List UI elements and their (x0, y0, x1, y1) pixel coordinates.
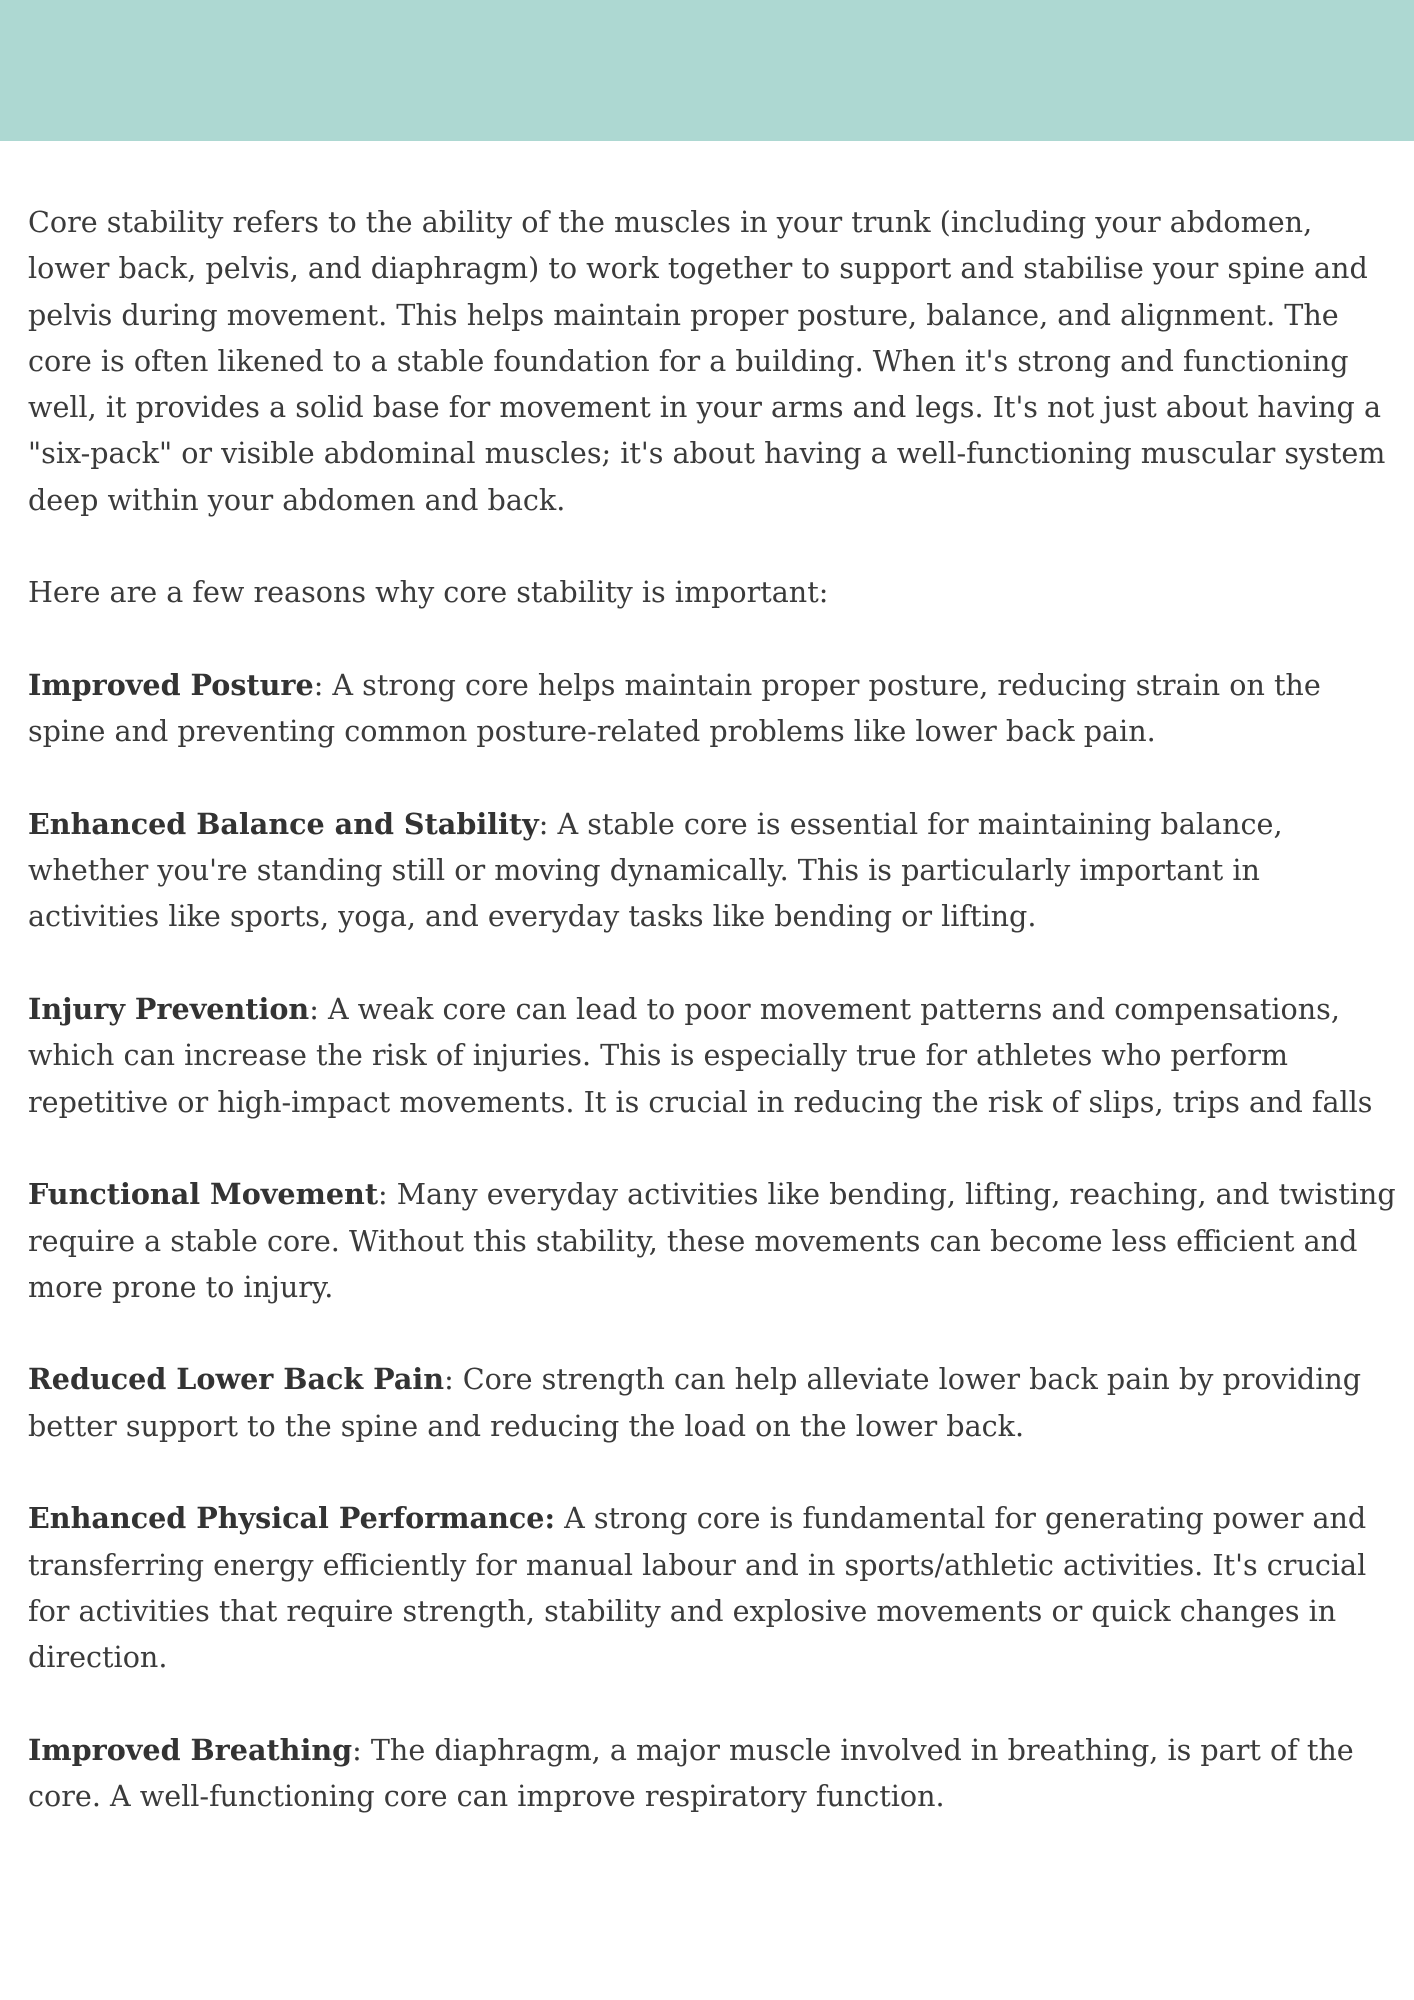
reason-separator: : (313, 667, 324, 702)
reason-title: Improved Breathing (28, 1732, 353, 1767)
reason-text: Many everyday activities like bending, lifting, reaching, and twisting require a stable core. Without this stability, these movements can become less efficient and more prone to injury. (28, 1177, 1396, 1304)
reason-paragraph (28, 1356, 1398, 1449)
reason-text: A stable core is essential for maintaining balance, whether you're standing still or moving dynamically. This is particularly important in activities like sports, yoga, and everyday tasks like bending or lifting. (28, 806, 1283, 934)
reason-text: A weak core can lead to poor movement patterns and compensations, which can increase the risk of injuries. This is especially true for athletes who perform repetitive or high-impact movements. It is crucial in reducing the risk of slips, trips and falls (28, 992, 1373, 1119)
reason-paragraph (28, 1495, 1398, 1680)
reason-text: Core strength can help alleviate lower back pain by providing better support to the spine and reducing the load on the lower back. (28, 1362, 1362, 1443)
header-band (0, 0, 1414, 141)
reasons-lead: Here are a few reasons why core stability is important: (28, 575, 829, 610)
reason-title: Reduced Lower Back Pain (28, 1362, 445, 1397)
reason-title: Enhanced Balance and Stability (28, 806, 539, 841)
reason-paragraph (28, 662, 1398, 755)
reason-paragraph (28, 986, 1398, 1125)
reason-separator: : (444, 1362, 454, 1397)
reason-separator: : (538, 806, 549, 841)
reason-title: Functional Movement (28, 1177, 379, 1212)
reason-paragraph (28, 801, 1398, 940)
reason-title: Injury Prevention (28, 992, 310, 1027)
reason-paragraph (28, 1727, 1398, 1820)
reason-separator: : (378, 1177, 388, 1212)
reason-text: A strong core is fundamental for generating power and transferring energy efficiently for manual labour and in sports/athletic activities. It's crucial for activities that require strength, stability and explosive movements or quick changes in direction. (28, 1501, 1367, 1675)
reason-title: Enhanced Physical Performance: (28, 1501, 556, 1536)
reason-separator: : (309, 992, 319, 1027)
reason-title: Improved Posture (28, 667, 314, 702)
reason-text: A strong core helps maintain proper posture, reducing strain on the spine and preventing common posture-related problems like lower back pain. (28, 667, 1321, 749)
article-body (28, 199, 1398, 1866)
reason-separator: : (352, 1732, 362, 1767)
intro-paragraph: Core stability refers to the ability of the muscles in your trunk (including your abdomen, lower back, pelvis, and diaphragm) to work together to support and stabilise your spine and pelvis during movement. This helps maintain proper posture, balance, and alignment. The core is often likened to a stable foundation for a building. When it's strong and functioning well, it provides a solid base for movement in your arms and legs. It's not just about having a "six-pack" or visible abdominal muscles; it's about having a well-functioning muscular system deep within your abdomen and back. (28, 205, 1386, 517)
reason-paragraph (28, 1171, 1398, 1310)
reason-text: The diaphragm, a major muscle involved in breathing, is part of the core. A well-functioning core can improve respiratory function. (28, 1732, 1354, 1814)
